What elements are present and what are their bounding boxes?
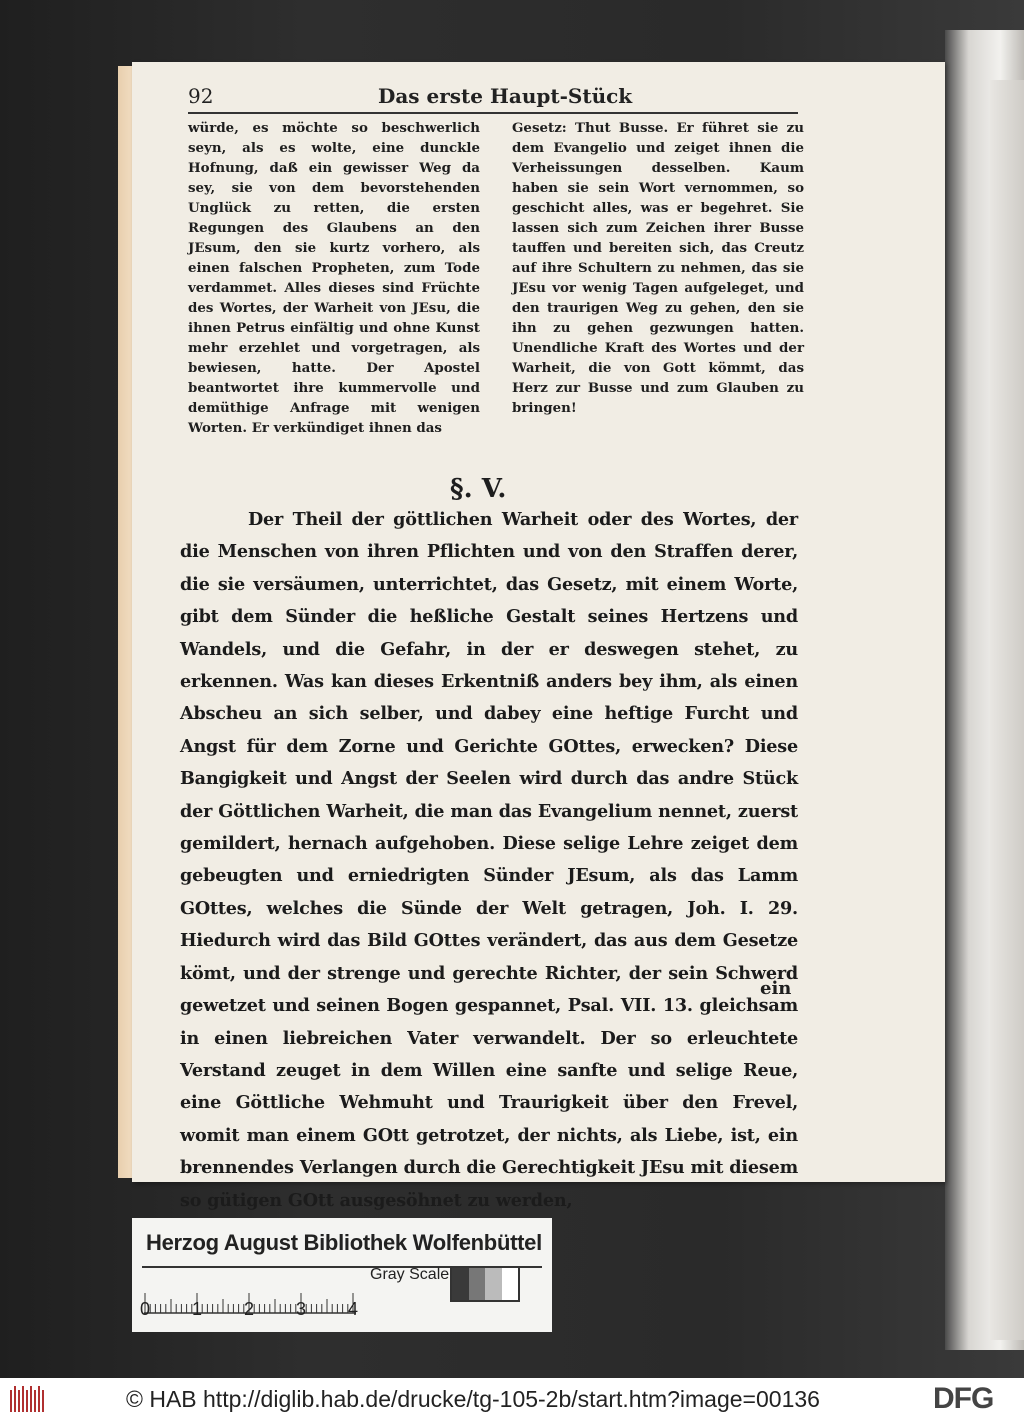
ruler-number: 4 xyxy=(348,1299,359,1319)
hab-logo-icon xyxy=(8,1384,48,1414)
right-column-text: Gesetz: Thut Busse. Er führet sie zu dem Evangelio und zeiget ihnen die Verheissungen desselben. Kaum haben sie sein Wort vernommen, so geschicht alles, was er begehret. Sie lassen sich zum Zeichen ihrer Busse tauffen und bereiten sich, das Creutz auf ihre Schultern zu nehmen, das sie JEsu vor wenig Tagen aufgeleget, und den traurigen Weg zu gehen, den sie ihn zu gehen gezwungen hatten. Unendliche Kraft des Wortes und der Warheit, die von Gott kömmt, das Herz zur Busse und zum Glauben zu bringen! xyxy=(512,120,804,416)
ruler-number: 3 xyxy=(296,1299,307,1319)
section-body: Der Theil der göttlichen Warheit oder des Wortes, der die Menschen von ihren Pflichten und von den Straffen derer, die sie versäumen, unterrichtet, das Gesetz, mit einem Worte, gibt dem Sünder die heßliche Gestalt seines Hertzens und Wandels, und die Gefahr, in der er deswegen stehet, zu erkennen. Was kan dieses Erkentniß anders bey ihm, als einen Abscheu an sich selber, und dabey eine heftige Furcht und Angst für dem Zorne und Gerichte GOttes, erwecken? Diese Bangigkeit und Angst der Seelen wird durch das andre Stück der Göttlichen Warheit, die man das Evangelium nennet, zuerst gemildert, hernach aufgehoben. Diese selige Lehre zeiget dem gebeugten und erniedrigten Sünder JEsum, als das Lamm GOttes, welches die Sünde der Welt getragen, Joh. I. 29. Hiedurch wird das Bild GOttes verändert, das aus dem Gesetze kömt, und der strenge und gerechte Richter, der sein Schwerd gewetzet und seinen Bogen gespannet, Psal. VII. 13. gleichsam in einen liebreichen Vater verwandelt. Der so erleuchtete Verstand zeuget in dem Willen eine sanfte und selige Reue, eine Göttliche Wehmuht und Traurigkeit über den Frevel, womit man einem GOtt getrotzet, der nichts, als Liebe, ist, ein brennendes Verlangen durch die Gerechtigkeit JEsu mit diesem so gütigen GOtt ausgesöhnet zu werden, xyxy=(180,509,798,1211)
catchword: ein xyxy=(760,978,792,999)
gray-scale-label: Gray Scale xyxy=(370,1266,450,1283)
page-header xyxy=(188,84,796,112)
library-label-card xyxy=(132,1218,552,1332)
ruler-number: 2 xyxy=(244,1299,255,1319)
page-edge xyxy=(118,66,132,1178)
left-column xyxy=(188,118,480,438)
right-column xyxy=(512,118,804,418)
ruler-number: 0 xyxy=(140,1299,151,1319)
section-heading: §. V. xyxy=(450,474,507,504)
gray-scale-swatch xyxy=(450,1266,520,1302)
ruler-number: 1 xyxy=(192,1299,203,1319)
left-column-text: würde, es möchte so beschwerlich seyn, als es wolte, eine dunckle Hofnung, daß ein gewisser Weg da sey, sie von dem bevorstehenden Unglück zu retten, die ersten Regungen des Glaubens an den JEsum, den sie kurtz vorhero, als einen falschen Propheten, zum Tode verdammet. Alles dieses sind Früchte des Wortes, der Warheit von JEsu, die ihnen Petrus einfältig und ohne Kunst mehr erzehlet und vorgetragen, als bewiesen, hatte. Der Apostel beantwortet ihre kummervolle und demüthige Anfrage mit wenigen Worten. Er verkündiget ihnen das xyxy=(188,120,480,436)
facing-page-margin xyxy=(990,80,1024,1340)
running-head: Das erste Haupt-Stück xyxy=(378,84,633,108)
header-rule xyxy=(188,112,798,114)
library-name: Herzog August Bibliothek Wolfenbüttel xyxy=(146,1230,542,1255)
footer-bar xyxy=(0,1378,1024,1420)
page-number: 92 xyxy=(188,84,214,108)
dfg-logo: DFG xyxy=(933,1382,994,1415)
source-citation: © HAB http://diglib.hab.de/drucke/tg-105-2b/start.htm?image=00136 xyxy=(126,1386,820,1412)
